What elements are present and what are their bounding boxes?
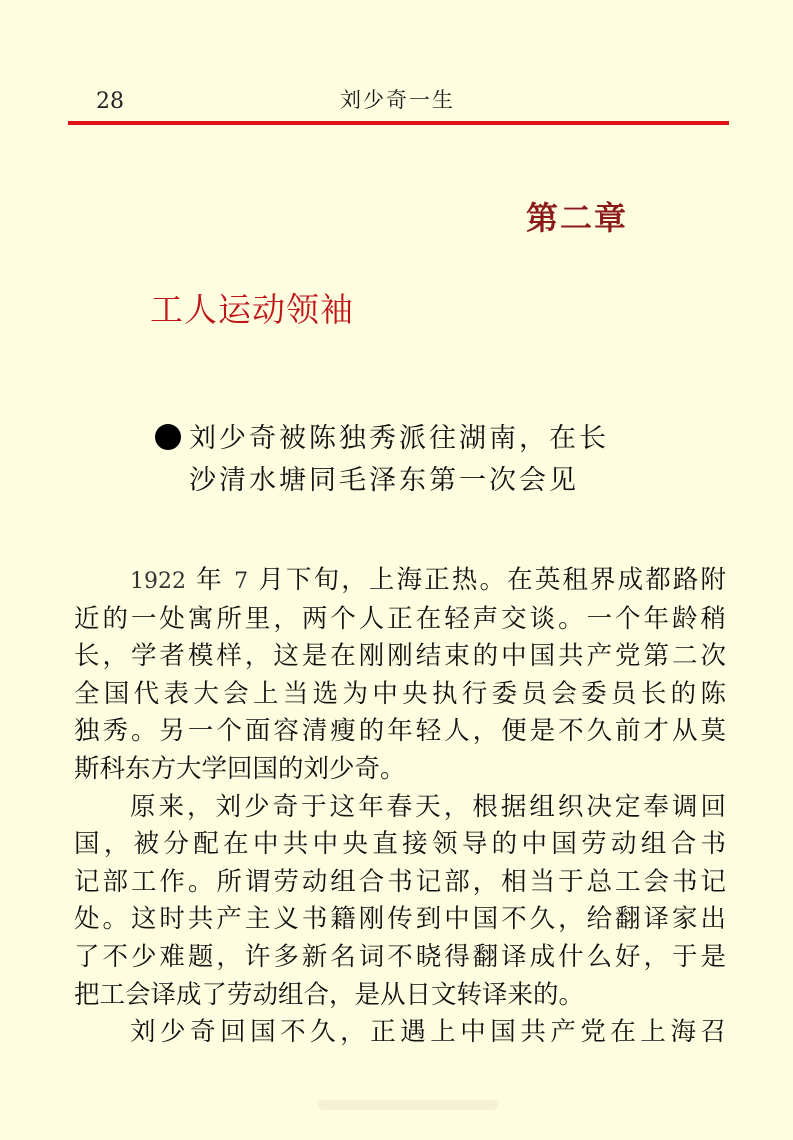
paragraph-line — [74, 562, 726, 601]
paragraph-text: 月下旬，上海正热。在英租界成都路附 — [258, 565, 727, 595]
body-text — [74, 562, 726, 1052]
bullet-icon — [155, 424, 181, 450]
month-value: 7 — [234, 569, 249, 594]
page-header — [0, 0, 793, 130]
running-title: 刘少奇一生 — [340, 88, 455, 112]
paragraph-line: 把工会译成了劳动组合，是从日文转译来的。 — [74, 979, 585, 1010]
paragraph-line: 斯科东方大学回国的刘少奇。 — [74, 753, 406, 784]
paragraph-line: 了不少难题，许多新名词不晓得翻译成什么好，于是 — [74, 941, 726, 972]
paragraph-line: 原来，刘少奇于这年春天，根据组织决定奉调回 — [130, 791, 726, 822]
page-number: 28 — [96, 89, 124, 114]
paragraph-line: 长，学者模样，这是在刚刚结束的中国共产党第二次 — [74, 641, 726, 672]
section-heading-line: 沙清水塘同毛泽东第一次会见 — [189, 465, 579, 496]
paragraph-line: 处。这时共产主义书籍刚传到中国不久，给翻译家出 — [74, 904, 726, 935]
paragraph-line: 记部工作。所谓劳动组合书记部，相当于总工会书记 — [74, 866, 726, 897]
page-smudge — [318, 1100, 498, 1110]
chapter-title: 工人运动领袖 — [150, 290, 354, 329]
section-heading-line — [155, 418, 675, 460]
chapter-number: 第二章 — [526, 199, 629, 237]
section-heading — [155, 418, 675, 502]
header-divider — [68, 121, 729, 125]
paragraph-line: 全国代表大会上当选为中央执行委员会委员长的陈 — [74, 678, 726, 709]
paragraph-line: 独秀。另一个面容清瘦的年轻人，便是不久前才从莫 — [74, 716, 726, 747]
section-heading-text-1: 刘少奇被陈独秀派往湖南，在长 — [189, 423, 609, 454]
paragraph-line: 近的一处寓所里，两个人正在轻声交谈。一个年龄稍 — [74, 603, 726, 634]
year-value: 1922 — [130, 569, 186, 594]
paragraph-line: 刘少奇回国不久，正遇上中国共产党在上海召 — [130, 1017, 726, 1048]
year-unit: 年 — [196, 565, 224, 595]
paragraph-line: 国，被分配在中共中央直接领导的中国劳动组合书 — [74, 829, 726, 860]
